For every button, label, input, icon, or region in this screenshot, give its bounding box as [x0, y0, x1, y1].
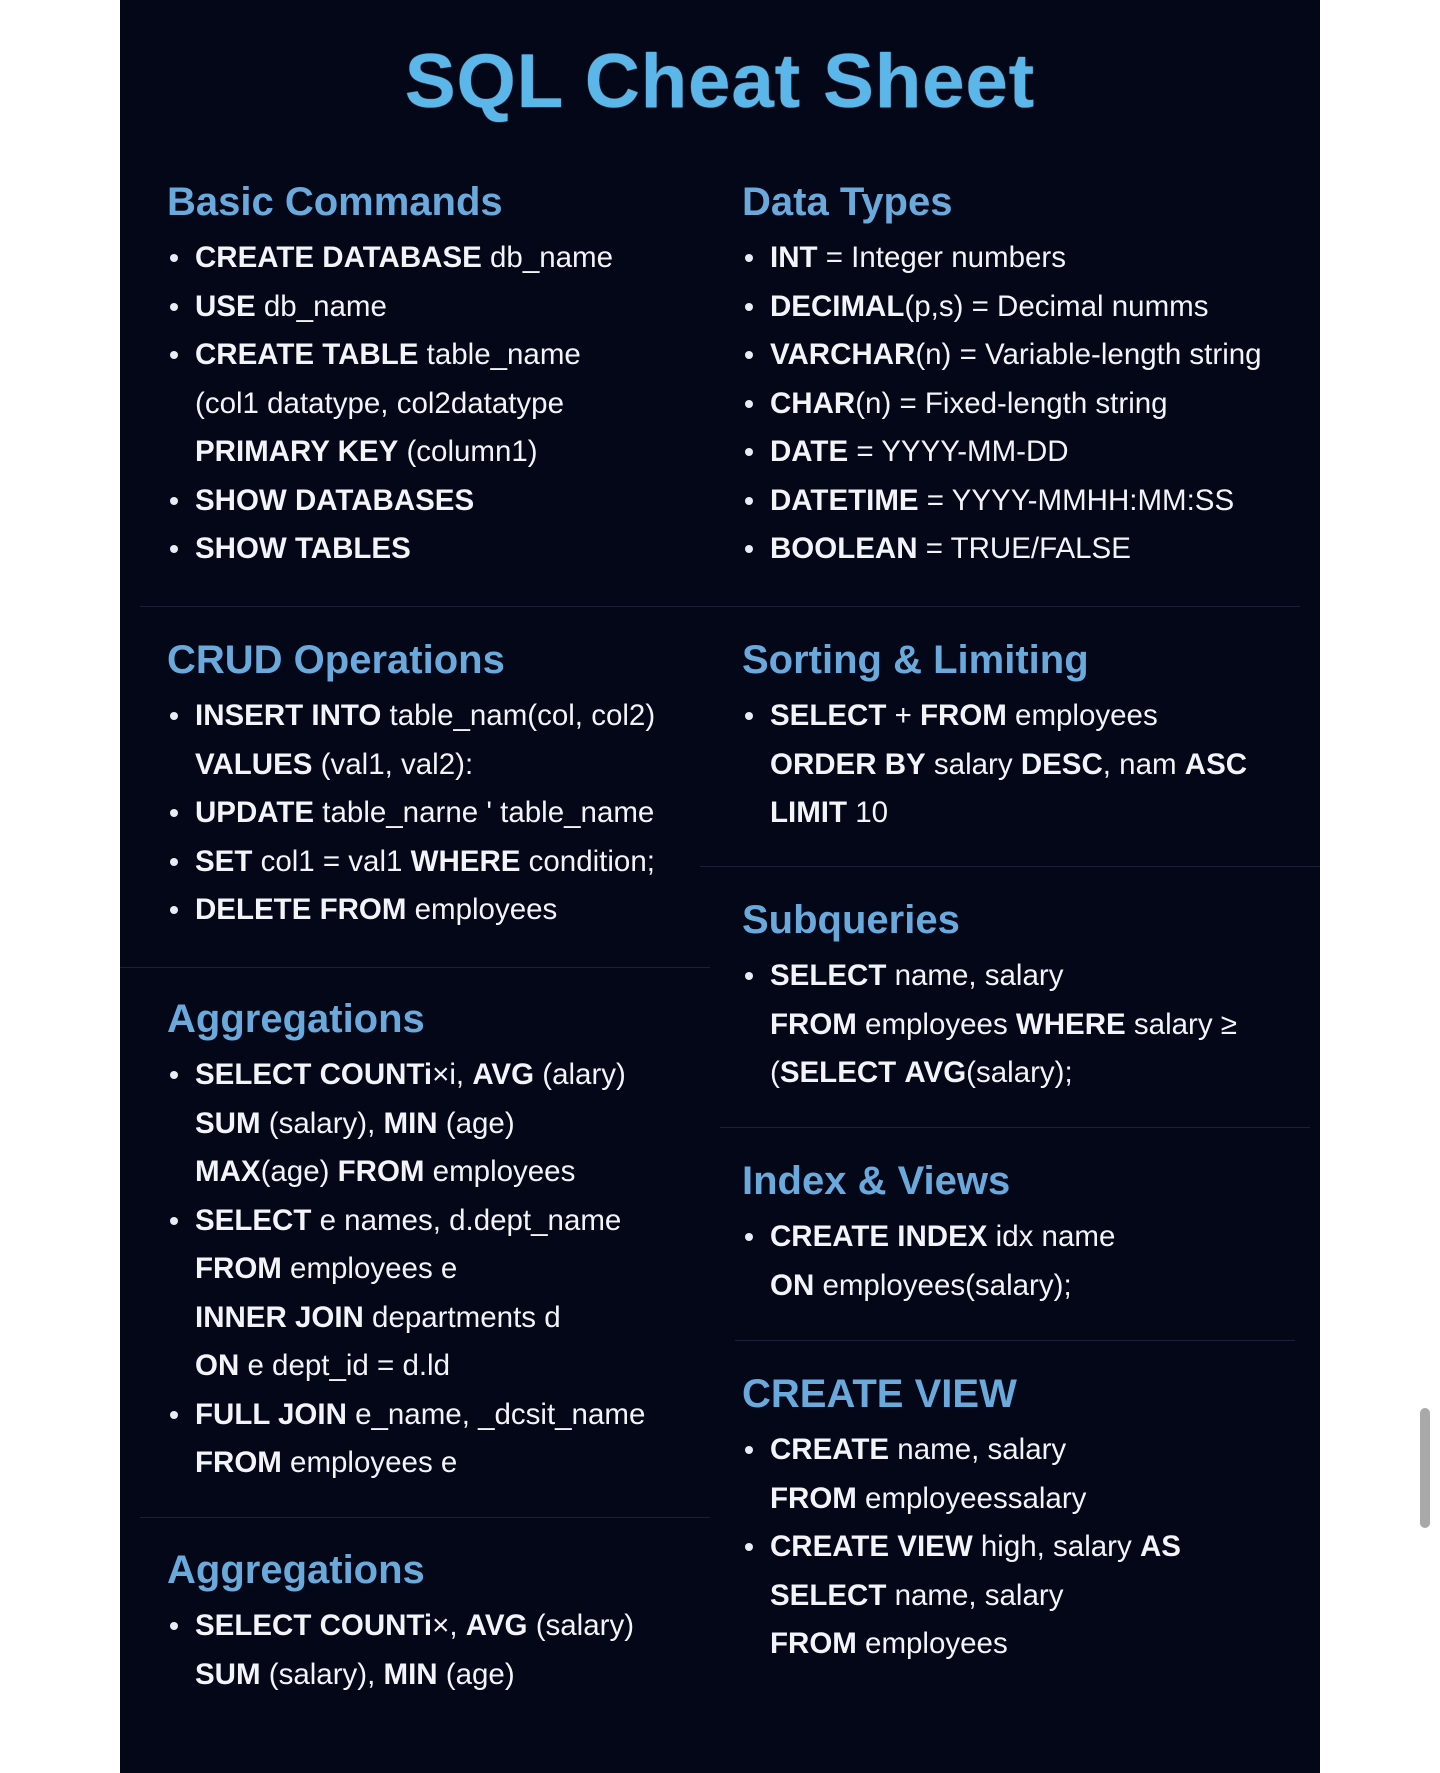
command-list: [167, 1602, 634, 1699]
list-item: [167, 692, 655, 789]
code-line: SELECT + FROM employees: [770, 699, 1158, 732]
list-item: [167, 789, 655, 838]
scrollbar-thumb[interactable]: [1420, 1408, 1430, 1528]
list-item: [167, 886, 655, 935]
bullet-icon: [170, 1071, 178, 1079]
section-heading: Index & Views: [742, 1159, 1011, 1203]
divider: [120, 967, 710, 968]
code-line: BOOLEAN = TRUE/FALSE: [770, 532, 1131, 565]
code-line: INSERT INTO table_nam(col, col2): [195, 699, 656, 732]
code-line: CREATE TABLE table_name: [195, 338, 581, 371]
bullet-icon: [745, 545, 753, 553]
page-title: SQL Cheat Sheet: [404, 39, 1036, 124]
code-line: DATETIME = YYYY-MMHH:MM:SS: [770, 483, 1235, 517]
section-heading: Data Types: [742, 180, 953, 224]
code-line: DELETE FROM employees: [195, 893, 558, 926]
list-item: [167, 477, 613, 526]
divider: [735, 1340, 1295, 1341]
code-line: VALUES (val1, val2):: [195, 747, 474, 781]
bullet-icon: [170, 351, 178, 359]
divider: [720, 1127, 1310, 1128]
code-line: FROM employees e: [195, 1446, 458, 1479]
divider: [700, 866, 1320, 867]
list-item: [742, 234, 1262, 283]
bullet-icon: [170, 858, 178, 866]
code-line: MAX(age) FROM employees: [195, 1155, 576, 1188]
section-index-views: [742, 1157, 1115, 1310]
bullet-icon: [170, 545, 178, 553]
section-heading: Basic Commands: [167, 180, 503, 224]
section-heading: Subqueries: [742, 898, 960, 942]
bullet-icon: [745, 254, 753, 262]
bullet-icon: [745, 303, 753, 311]
divider: [140, 606, 1300, 607]
list-item: [742, 477, 1262, 526]
bullet-icon: [745, 448, 753, 456]
command-list: [742, 952, 1237, 1098]
code-line: CHAR(n) = Fixed-length string: [770, 386, 1168, 420]
bullet-icon: [745, 1543, 753, 1551]
code-line: FROM employees e: [195, 1252, 458, 1285]
code-line: FROM employees WHERE salary ≥: [770, 1007, 1237, 1041]
list-item: [742, 1523, 1181, 1669]
code-line: VARCHAR(n) = Variable-length string: [770, 338, 1262, 371]
code-line: (col1 datatype, col2datatype: [195, 386, 564, 420]
bullet-icon: [170, 1411, 178, 1419]
section-aggregations: [167, 995, 645, 1488]
list-item: [742, 331, 1262, 380]
code-line: SELECT name, salary: [770, 1578, 1064, 1612]
bullet-icon: [170, 712, 178, 720]
code-line: SUM (salary), MIN (age): [195, 1106, 515, 1140]
list-item: [742, 380, 1262, 429]
section-heading: Aggregations: [167, 997, 425, 1041]
command-list: [742, 1213, 1115, 1310]
code-line: SET col1 = val1 WHERE condition;: [195, 844, 655, 878]
code-line: FROM employeessalary: [770, 1481, 1087, 1515]
code-line: FROM employees: [770, 1627, 1008, 1660]
list-item: [742, 525, 1262, 574]
code-line: FULL JOIN e_name, _dcsit_name: [195, 1397, 646, 1431]
command-list: [742, 692, 1247, 838]
section-aggregations-2: [167, 1546, 634, 1699]
section-heading: CREATE VIEW: [742, 1372, 1017, 1416]
code-line: UPDATE table_narne ' table_name: [195, 796, 655, 829]
divider: [140, 1517, 710, 1518]
code-line: (SELECT AVG(salary);: [770, 1056, 1073, 1089]
code-line: USE db_name: [195, 289, 387, 323]
bullet-icon: [170, 497, 178, 505]
code-line: SELECT COUNTi×, AVG (salary): [195, 1609, 635, 1642]
code-line: INT = Integer numbers: [770, 241, 1066, 274]
bullet-icon: [170, 1217, 178, 1225]
code-line: SHOW DATABASES: [195, 483, 475, 517]
code-line: CREATE name, salary: [770, 1433, 1067, 1466]
command-list: [167, 234, 613, 574]
bullet-icon: [170, 254, 178, 262]
bullet-icon: [745, 712, 753, 720]
section-heading: Aggregations: [167, 1548, 425, 1592]
code-line: DATE = YYYY-MM-DD: [770, 435, 1069, 468]
section-subqueries: [742, 896, 1237, 1098]
bullet-icon: [745, 1233, 753, 1241]
code-line: ON e dept_id = d.ld: [195, 1349, 451, 1382]
section-heading: CRUD Operations: [167, 638, 505, 682]
list-item: [167, 525, 613, 574]
list-item: [742, 1426, 1181, 1523]
bullet-icon: [170, 1622, 178, 1630]
code-line: SELECT name, salary: [770, 959, 1064, 992]
list-item: [742, 1213, 1115, 1310]
code-line: SELECT e names, d.dept_name: [195, 1203, 622, 1237]
section-create-view: [742, 1370, 1181, 1669]
bullet-icon: [745, 972, 753, 980]
code-line: DECIMAL(p,s) = Decimal numms: [770, 289, 1209, 323]
list-item: [742, 428, 1262, 477]
bullet-icon: [745, 497, 753, 505]
command-list: [167, 1051, 645, 1488]
list-item: [167, 331, 613, 477]
list-item: [167, 1391, 645, 1488]
code-line: CREATE DATABASE db_name: [195, 241, 614, 274]
bullet-icon: [745, 1446, 753, 1454]
section-basic-commands: [167, 178, 613, 574]
code-line: SHOW TABLES: [195, 532, 411, 565]
code-line: ON employees(salary);: [770, 1268, 1072, 1302]
list-item: [742, 692, 1247, 838]
bullet-icon: [170, 809, 178, 817]
section-crud-operations: [167, 636, 655, 935]
bullet-icon: [170, 906, 178, 914]
section-heading: Sorting & Limiting: [742, 638, 1089, 682]
command-list: [167, 692, 655, 935]
code-line: PRIMARY KEY (column1): [195, 435, 538, 468]
cheat-sheet-panel: [120, 0, 1320, 1773]
command-list: [742, 234, 1262, 574]
list-item: [167, 1602, 634, 1699]
section-sorting-limiting: [742, 636, 1247, 838]
list-item: [742, 952, 1237, 1098]
bullet-icon: [745, 400, 753, 408]
section-data-types: [742, 178, 1262, 574]
bullet-icon: [170, 303, 178, 311]
bullet-icon: [745, 351, 753, 359]
code-line: ORDER BY salary DESC, nam ASC: [770, 747, 1248, 781]
code-line: LIMIT 10: [770, 796, 889, 829]
list-item: [742, 283, 1262, 332]
list-item: [167, 1051, 645, 1197]
list-item: [167, 838, 655, 887]
code-line: SUM (salary), MIN (age): [195, 1657, 515, 1691]
list-item: [167, 234, 613, 283]
list-item: [167, 1197, 645, 1391]
code-line: CREATE VIEW high, salary AS: [770, 1530, 1181, 1563]
list-item: [167, 283, 613, 332]
code-line: SELECT COUNTi×i, AVG (alary): [195, 1058, 626, 1091]
command-list: [742, 1426, 1181, 1669]
code-line: CREATE INDEX idx name: [770, 1220, 1116, 1253]
code-line: INNER JOIN departments d: [195, 1300, 561, 1334]
